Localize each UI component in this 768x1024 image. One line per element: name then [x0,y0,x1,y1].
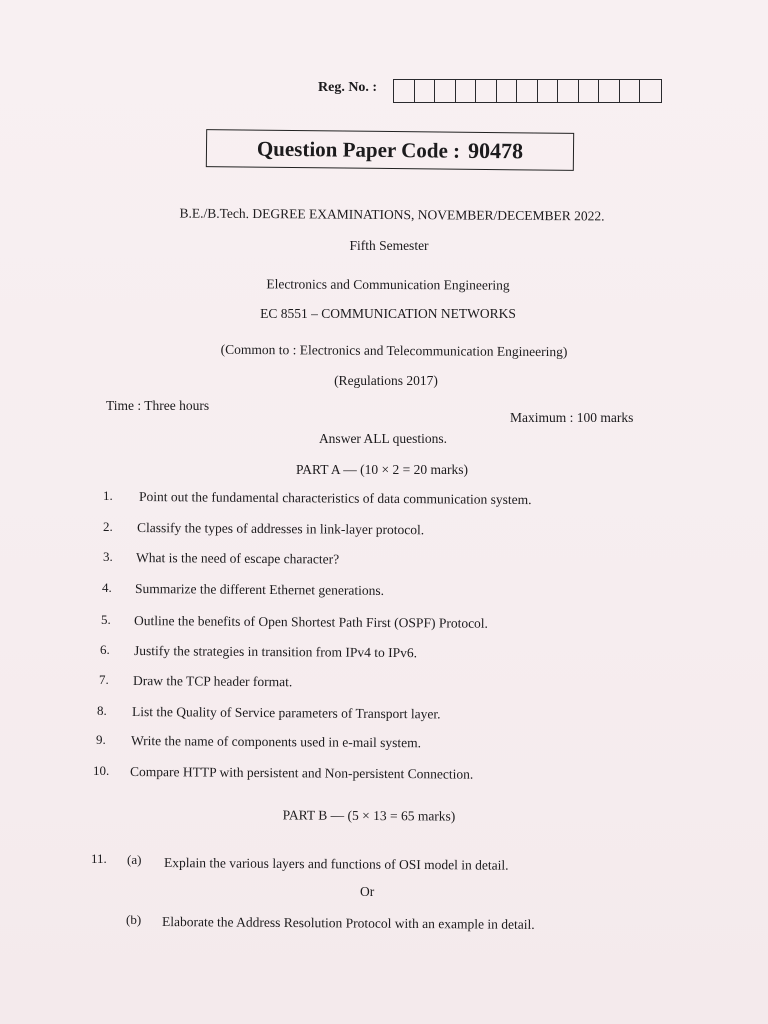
reg-no-label: Reg. No. : [318,80,378,95]
reg-no-box[interactable] [538,80,559,102]
question-paper-code-number: 90478 [467,137,524,164]
maximum-marks: Maximum : 100 marks [510,410,634,425]
common-to: (Common to : Electronics and Telecommunication Engineering) [220,341,568,360]
department: Electronics and Communication Engineering [266,276,510,293]
part-b-title: PART B — (5 × 13 = 65 marks) [282,807,456,824]
reg-no-box[interactable] [415,80,436,102]
reg-no-box[interactable] [394,80,415,102]
question-paper-code-label: Question Paper Code : [256,136,461,163]
question-11b-label: (b) [126,912,142,927]
part-a-title: PART A — (10 × 2 = 20 marks) [296,462,468,477]
reg-no-box[interactable] [579,80,600,102]
reg-no-box[interactable] [599,80,620,102]
question-text: Summarize the different Ethernet generations. [134,581,385,598]
reg-no-box[interactable] [517,80,538,102]
instruction: Answer ALL questions. [318,431,448,446]
question-11a-label: (a) [127,852,142,867]
question-number: 7. [99,672,109,687]
reg-no-box[interactable] [435,80,456,102]
question-text: Classify the types of addresses in link-layer protocol. [136,520,425,538]
question-number: 3. [103,549,113,564]
question-paper-code-box [206,129,574,171]
reg-no-boxes [393,79,662,103]
question-text: Write the name of components used in e-mail system. [130,733,422,751]
question-number: 5. [101,612,111,627]
question-text: Outline the benefits of Open Shortest Path First (OSPF) Protocol. [133,613,489,631]
question-11a-text: Explain the various layers and functions of OSI model in detail. [163,855,509,873]
question-number: 10. [93,763,110,778]
question-text: Draw the TCP header format. [132,673,293,690]
exam-title: B.E./B.Tech. DEGREE EXAMINATIONS, NOVEMBER/DECEMBER 2022. [179,205,605,224]
question-number: 1. [103,488,113,503]
question-text: Justify the strategies in transition from IPv4 to IPv6. [133,643,418,661]
course-title: EC 8551 – COMMUNICATION NETWORKS [260,306,516,321]
question-number: 8. [97,703,107,718]
question-number: 9. [96,732,106,747]
question-number: 6. [100,642,110,657]
reg-no-box[interactable] [497,80,518,102]
reg-no-box[interactable] [558,80,579,102]
reg-no-box[interactable] [640,80,661,102]
regulations: (Regulations 2017) [334,373,438,388]
question-11b-text: Elaborate the Address Resolution Protocol with an example in detail. [161,914,535,932]
question-11-number: 11. [91,851,107,866]
question-text: Compare HTTP with persistent and Non-persistent Connection. [129,764,474,782]
question-text: List the Quality of Service parameters of Transport layer. [131,704,441,722]
question-11-or: Or [360,884,375,899]
question-text: What is the need of escape character? [135,550,340,567]
time-allowed: Time : Three hours [106,398,210,413]
question-number: 2. [103,519,113,534]
question-text: Point out the fundamental characteristics of data communication system. [138,489,532,508]
semester: Fifth Semester [349,238,429,253]
reg-no-box[interactable] [456,80,477,102]
question-number: 4. [102,580,112,595]
reg-no-box[interactable] [620,80,641,102]
reg-no-box[interactable] [476,80,497,102]
